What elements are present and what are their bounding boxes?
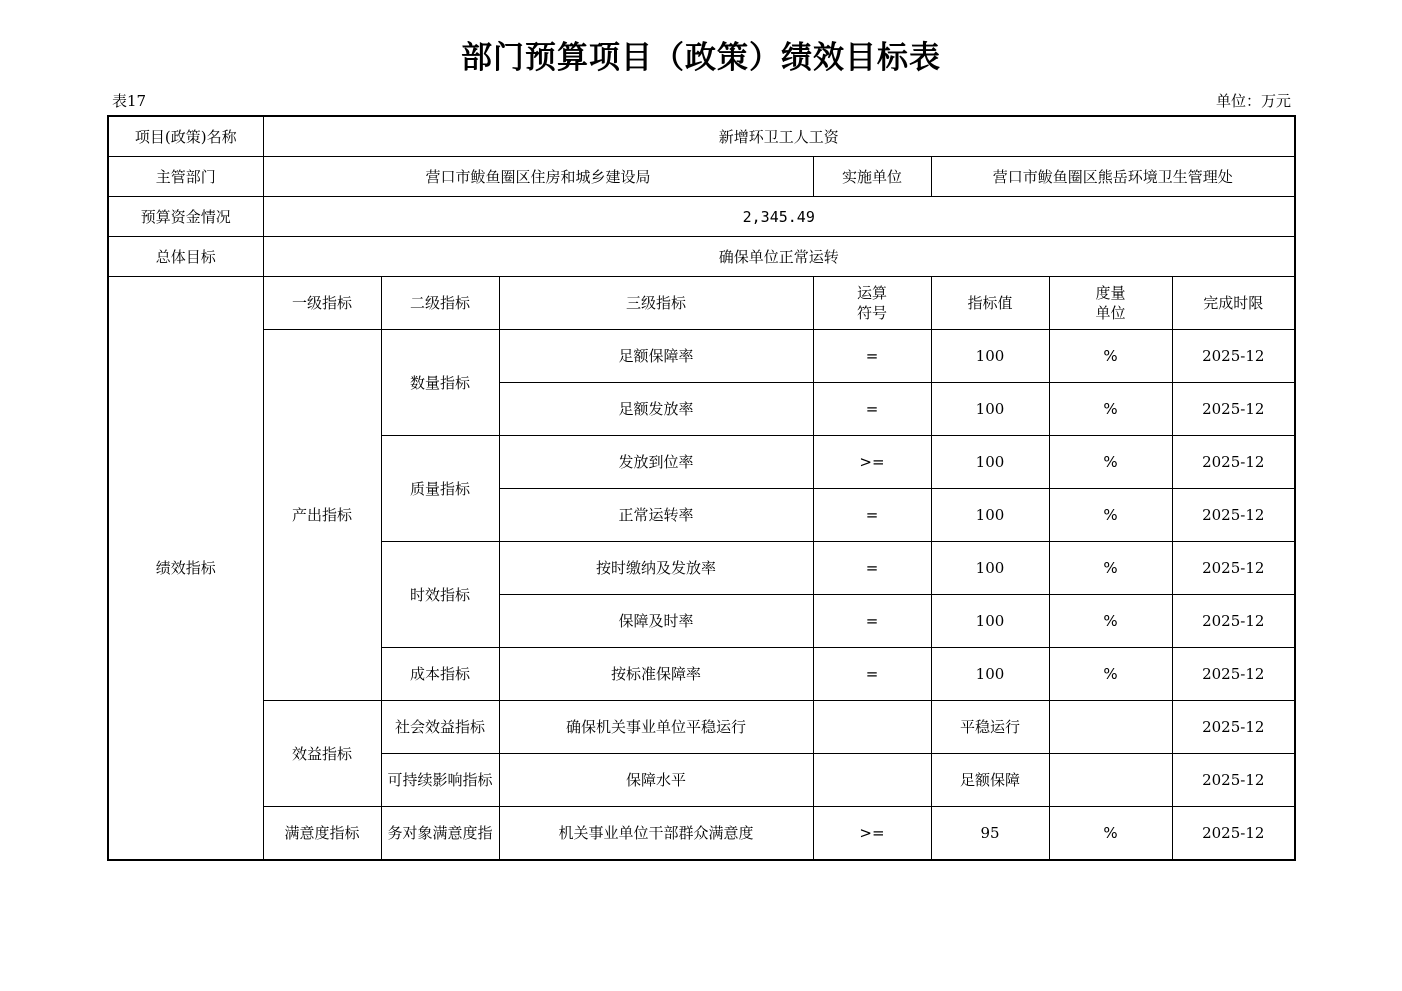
goal-value: 确保单位正常运转 (263, 237, 1295, 277)
dept-label: 主管部门 (108, 157, 263, 197)
value-cell: 100 (931, 542, 1049, 595)
value-cell: 足额保障 (931, 754, 1049, 807)
level3-cell: 正常运转率 (499, 489, 813, 542)
header-unit (1049, 277, 1172, 330)
operator-cell: = (813, 489, 931, 542)
header-operator-line2: 符号 (856, 304, 887, 322)
value-cell: 100 (931, 648, 1049, 701)
unit-cell: % (1049, 489, 1172, 542)
deadline-cell: 2025-12 (1172, 701, 1295, 754)
unit-cell (1049, 701, 1172, 754)
level3-cell: 足额保障率 (499, 330, 813, 383)
value-cell: 95 (931, 807, 1049, 861)
deadline-cell: 2025-12 (1172, 542, 1295, 595)
level1-satisfaction: 满意度指标 (263, 807, 381, 861)
value-cell: 100 (931, 489, 1049, 542)
project-value: 新增环卫工人工资 (263, 116, 1295, 157)
value-cell: 100 (931, 436, 1049, 489)
unit-cell: % (1049, 595, 1172, 648)
goal-row (108, 237, 1295, 277)
budget-row (108, 197, 1295, 237)
level3-cell: 保障水平 (499, 754, 813, 807)
table-row (108, 807, 1295, 861)
value-cell: 100 (931, 595, 1049, 648)
header-unit-line2: 单位 (1095, 304, 1126, 322)
value-cell: 100 (931, 330, 1049, 383)
level1-output: 产出指标 (263, 330, 381, 701)
value-cell: 100 (931, 383, 1049, 436)
level2-service: 务对象满意度指 (381, 807, 499, 861)
deadline-cell: 2025-12 (1172, 436, 1295, 489)
level3-cell: 发放到位率 (499, 436, 813, 489)
level3-cell: 保障及时率 (499, 595, 813, 648)
unit-cell: % (1049, 542, 1172, 595)
level3-cell: 足额发放率 (499, 383, 813, 436)
unit-cell (1049, 754, 1172, 807)
table-row (108, 701, 1295, 754)
level3-cell: 按标准保障率 (499, 648, 813, 701)
header-deadline: 完成时限 (1172, 277, 1295, 330)
table-number: 表17 (112, 92, 147, 110)
header-value: 指标值 (931, 277, 1049, 330)
operator-cell: = (813, 595, 931, 648)
perf-label: 绩效指标 (108, 277, 263, 861)
value-cell: 平稳运行 (931, 701, 1049, 754)
header-operator-line1: 运算 (856, 284, 887, 302)
operator-cell: = (813, 542, 931, 595)
impl-unit-label: 实施单位 (813, 157, 931, 197)
level2-quality: 质量指标 (381, 436, 499, 542)
unit-cell: % (1049, 648, 1172, 701)
operator-cell (813, 754, 931, 807)
deadline-cell: 2025-12 (1172, 595, 1295, 648)
deadline-cell: 2025-12 (1172, 807, 1295, 861)
unit-cell: % (1049, 383, 1172, 436)
level2-social: 社会效益指标 (381, 701, 499, 754)
goal-label: 总体目标 (108, 237, 263, 277)
operator-cell: = (813, 330, 931, 383)
level2-quantity: 数量指标 (381, 330, 499, 436)
deadline-cell: 2025-12 (1172, 754, 1295, 807)
performance-table (107, 115, 1296, 861)
page-title: 部门预算项目（政策）绩效目标表 (461, 40, 941, 76)
header-level1: 一级指标 (263, 277, 381, 330)
header-level3: 三级指标 (499, 277, 813, 330)
level3-cell: 确保机关事业单位平稳运行 (499, 701, 813, 754)
deadline-cell: 2025-12 (1172, 489, 1295, 542)
operator-cell: = (813, 383, 931, 436)
project-row (108, 116, 1295, 157)
deadline-cell: 2025-12 (1172, 383, 1295, 436)
header-unit-line1: 度量 (1095, 284, 1126, 302)
header-level2: 二级指标 (381, 277, 499, 330)
operator-cell: >= (813, 807, 931, 861)
dept-value: 营口市鲅鱼圈区住房和城乡建设局 (263, 157, 813, 197)
unit-label: 单位：万元 (1215, 92, 1291, 110)
level2-sustain: 可持续影响指标 (381, 754, 499, 807)
unit-cell: % (1049, 807, 1172, 861)
operator-cell (813, 701, 931, 754)
table-row (108, 330, 1295, 383)
dept-row (108, 157, 1295, 197)
level2-timeliness: 时效指标 (381, 542, 499, 648)
unit-cell: % (1049, 330, 1172, 383)
budget-value: 2,345.49 (263, 197, 1295, 237)
level3-cell: 按时缴纳及发放率 (499, 542, 813, 595)
budget-label: 预算资金情况 (108, 197, 263, 237)
deadline-cell: 2025-12 (1172, 330, 1295, 383)
level2-cost: 成本指标 (381, 648, 499, 701)
project-label: 项目(政策)名称 (108, 116, 263, 157)
level1-benefit: 效益指标 (263, 701, 381, 807)
deadline-cell: 2025-12 (1172, 648, 1295, 701)
operator-cell: >= (813, 436, 931, 489)
impl-unit-value: 营口市鲅鱼圈区熊岳环境卫生管理处 (931, 157, 1295, 197)
unit-cell: % (1049, 436, 1172, 489)
header-operator (813, 277, 931, 330)
operator-cell: = (813, 648, 931, 701)
level3-cell: 机关事业单位干部群众满意度 (499, 807, 813, 861)
header-row (108, 277, 1295, 330)
